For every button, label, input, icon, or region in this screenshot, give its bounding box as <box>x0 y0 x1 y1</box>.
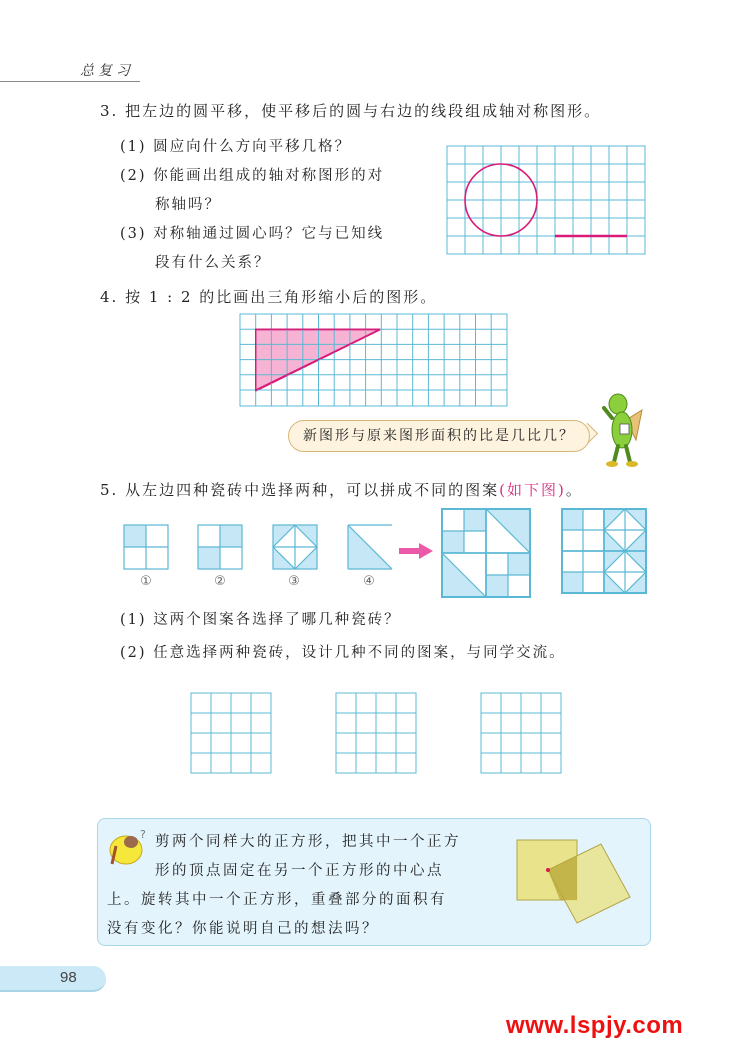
pattern-b <box>561 508 647 594</box>
tile-2 <box>197 524 243 570</box>
q5-sub2: (2) 任意选择两种瓷砖，设计几种不同的图案，与同学交流。 <box>120 645 566 661</box>
green-mascot-illustration <box>596 390 646 470</box>
pattern-a <box>441 508 531 598</box>
q5-title-note: (如下图) <box>499 481 566 499</box>
page-number: 98 <box>60 969 77 986</box>
tile-4-label: ④ <box>363 574 375 589</box>
q3-title: 3. 把左边的圆平移，使平移后的圆与右边的线段组成轴对称图形。 <box>100 102 602 120</box>
q5-sub1: (1) 这两个图案各选择了哪几种瓷砖？ <box>120 612 401 628</box>
q4-grid-figure <box>239 313 509 407</box>
tile-2-label: ② <box>214 574 226 589</box>
tip-text <box>107 828 477 944</box>
q5-title-main: 5. 从左边四种瓷砖中选择两种，可以拼成不同的图案 <box>100 481 500 499</box>
tip-line-1: 剪两个同样大的正方形，把其中一个正方 <box>155 834 461 850</box>
q3-subquestions <box>120 133 440 278</box>
q3-grid-figure <box>446 145 648 257</box>
watermark: www.lspjy.com <box>506 1012 684 1039</box>
q5-title <box>100 479 583 500</box>
speech-bubble: 新图形与原来图形面积的比是几比几？ <box>288 420 590 452</box>
q3-sub2-line1: (2) 你能画出组成的轴对称图形的对 <box>120 168 385 184</box>
tile-1-label: ① <box>140 574 152 589</box>
blank-grid-2[interactable] <box>335 692 417 774</box>
tile-4 <box>347 524 393 570</box>
q3-sub2-line2: 称轴吗？ <box>155 197 221 213</box>
svg-text:?: ? <box>140 828 146 841</box>
tile-3-label: ③ <box>288 574 300 589</box>
blank-grid-1[interactable] <box>190 692 272 774</box>
q3-sub1: (1) 圆应向什么方向平移几格？ <box>120 139 352 155</box>
q5-title-end: 。 <box>565 481 583 499</box>
blank-grid-3[interactable] <box>480 692 562 774</box>
header-divider <box>0 81 140 82</box>
section-title: 总复习 <box>80 63 134 79</box>
tip-line-2: 形的顶点固定在另一个正方形的中心点 <box>155 863 444 879</box>
tile-1 <box>123 524 169 570</box>
rotated-squares-figure <box>515 836 635 926</box>
tip-line-4: 没有变化？你能说明自己的想法吗？ <box>107 921 379 937</box>
q4-title: 4. 按 1 : 2 的比画出三角形缩小后的图形。 <box>100 288 438 306</box>
q3-sub3-line1: (3) 对称轴通过圆心吗？它与已知线 <box>120 226 385 242</box>
right-arrow-icon <box>399 543 433 559</box>
page-number-tab <box>0 966 106 992</box>
q5-subquestions <box>120 606 566 668</box>
tip-line-3: 上。旋转其中一个正方形，重叠部分的面积有 <box>107 892 447 908</box>
q3-sub3-line2: 段有什么关系？ <box>155 255 271 271</box>
tile-3 <box>272 524 318 570</box>
